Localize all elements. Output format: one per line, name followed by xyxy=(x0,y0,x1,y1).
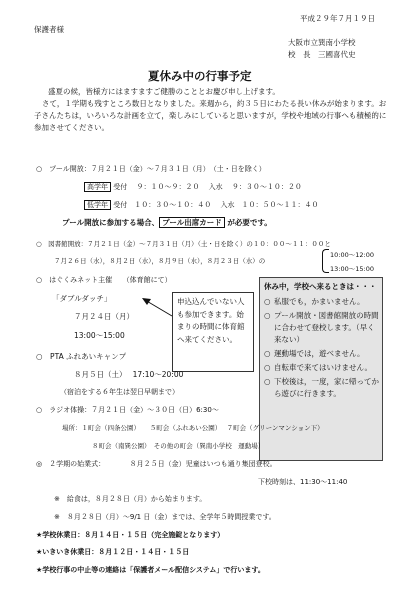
bullet-icon: ○ xyxy=(264,297,271,306)
intro-greeting: 盛夏の候，皆様方にはますますご健勝のこととお慶び申し上げます。 xyxy=(48,87,280,96)
intro-body: さて，１学期も残すところ数日となりました。来週から，約３５日にわたる長い休みが始まります。お子さんたちは，いろいろな計画を立て，楽しみにしていると思いますが，学校や地域の行事へも積極的に参加させてください。 xyxy=(34,99,387,132)
net-heading: ○ はぐくみネット主催 （体育館にて） xyxy=(36,276,172,284)
rules-item xyxy=(264,376,379,400)
radio-places1: 場所：１町会（四条公園） ５町会（ふれあい公園） ７町会（グリーンマンション下） xyxy=(62,424,324,432)
rules-item xyxy=(264,348,379,360)
net-event: 「ダブルダッチ」 xyxy=(52,294,112,303)
upper-grade-times: 受付 ９：１０～９：２０ 入水 ９：３０～１０：２０ xyxy=(113,183,302,191)
bullet-icon: ○ xyxy=(264,349,271,358)
rules-item xyxy=(264,362,379,374)
rules-item-text: 私服でも，かまいません。 xyxy=(274,297,365,306)
radio-heading: ○ ラジオ体操：７月２１日（金）～３０日（日）6:30～ xyxy=(36,406,219,414)
pool-heading: ○ プール開放：７月２１日（金）～７月３１日（月） （土・日を除く） xyxy=(36,165,266,173)
library-time-brace xyxy=(322,249,329,273)
recipient: 保護者様 xyxy=(34,25,64,34)
pta-heading: ○ PTA ふれあいキャンプ xyxy=(36,352,127,361)
pool-card-note-pre: プール開放に参加する場合、 xyxy=(62,218,160,227)
rules-item-text: 下校後は，一度，家に帰ってから遊びに行きます。 xyxy=(274,377,379,398)
school-name: 大阪市立巽南小学校 xyxy=(288,38,356,47)
lower-grade-times: 受付 １０：３０～１０：４０ 入水 １０：５０～１１：４０ xyxy=(113,201,319,209)
bullet-icon: ○ xyxy=(264,363,271,372)
rules-item-text: プール開放・図書館開放の時間に合わせて登校します。（早く来ない） xyxy=(274,311,379,344)
term2-note-lunch: ※ 給食は，８月２８日（月）から始まります。 xyxy=(54,495,207,503)
document-date: 平成２９年７月１９日 xyxy=(300,14,375,23)
lower-grade-label: 低学年 xyxy=(84,200,111,210)
pool-card-note-post: が必要です。 xyxy=(227,218,272,227)
bullet-icon: ○ xyxy=(264,377,271,386)
net-date: ７月２４日（月） xyxy=(74,312,134,321)
bullet-icon: ○ xyxy=(264,311,271,320)
pta-note: （宿泊をする６年生は翌日早朝まで） xyxy=(60,388,179,396)
rules-item-text: 自転車で来てはいけません。 xyxy=(274,363,372,372)
pool-lower-row xyxy=(84,200,318,210)
rules-title: 休み中，学校へ来るときは・・・ xyxy=(264,282,377,291)
net-time: 13:00～15:00 xyxy=(74,331,125,340)
upper-grade-label: 高学年 xyxy=(84,182,111,192)
pool-upper-row xyxy=(84,182,302,192)
library-time1: 10:00～12:00 xyxy=(330,251,374,259)
term2-dismissal: 下校時刻は、11:30～11:40 xyxy=(258,478,348,486)
pool-card-note xyxy=(62,217,272,228)
rules-item-text: 運動場では，遊べません。 xyxy=(274,349,365,358)
callout-arrow-icon xyxy=(140,296,174,320)
page-title: 夏休み中の行事予定 xyxy=(148,69,252,83)
callout-note: 申込込んでいない人も参加できます。始まりの時間に体育館へ来てください。 xyxy=(172,292,254,372)
term2-heading: ◎ ２学期の始業式： ８月２５日（金）児童はいつも通り集団登校。 xyxy=(36,460,277,468)
library-line1: ○ 図書館開放：７月２１日（金）～７月３１日（月）（土・日を除く）の１０：００～１１：００と xyxy=(36,240,331,248)
rules-item xyxy=(264,296,379,308)
pool-card-label: プール出席カード xyxy=(159,217,225,228)
library-line2: ７月２６日（水），８月２日（水），８月９日（水），８月２３日（水）の xyxy=(54,257,266,265)
rules-item xyxy=(264,310,379,346)
pta-date: ８月５日（土） 17:10～20:00 xyxy=(74,370,184,379)
school-closed-days: ★学校休業日：８月１４日・１５日（完全施錠となります） xyxy=(36,531,225,539)
school-visit-rules-box xyxy=(259,277,383,461)
cancellation-notice: ★学校行事の中止等の連絡は「保護者メール配信システム」で行います。 xyxy=(36,566,265,574)
library-time2: 13:00～15:00 xyxy=(330,265,374,273)
ikiiki-closed-days: ★いきいき休業日：８月１２日・１４日・１５日 xyxy=(36,548,190,556)
principal-name: 校 長 三國喜代史 xyxy=(288,50,356,59)
term2-note-classes: ※ ８月２８日（月）～9/1 日（金）までは、全学年５時間授業です。 xyxy=(54,513,276,521)
radio-places2: ８町会（南巽公園） その他の町会（巽南小学校 運動場） xyxy=(92,442,265,450)
